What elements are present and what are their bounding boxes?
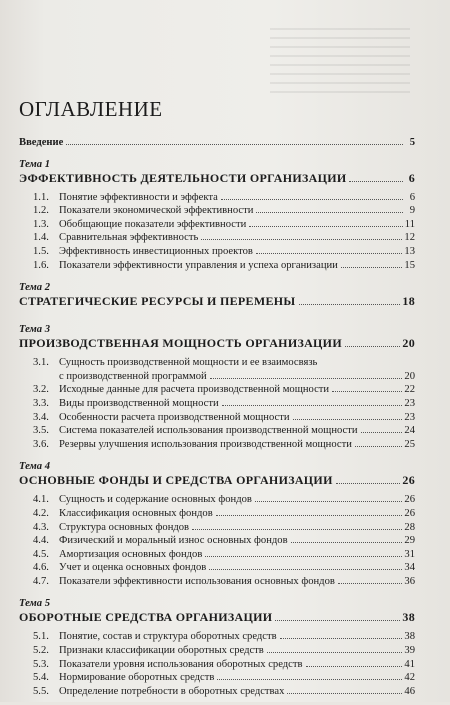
toc-entry[interactable] [19, 356, 415, 370]
toc-entry-page: 34 [404, 562, 415, 574]
toc-entry-page: 38 [402, 610, 415, 625]
toc-entry-number: 4.3. [33, 521, 49, 533]
toc-entry-text: Показатели эффективности использования основных фондов [59, 575, 335, 587]
toc-entry-number: 1.3. [33, 218, 49, 230]
leader-dots [293, 419, 403, 420]
toc-entry-label [33, 685, 284, 699]
toc-entry-label [33, 397, 219, 411]
toc-entry-text: Структура основных фондов [59, 521, 190, 533]
toc-entry-chapter[interactable] [19, 294, 415, 309]
toc-entry-page: 6 [409, 191, 415, 203]
leader-dots [341, 267, 403, 268]
toc-entry-text: Учет и оценка основных фондов [59, 562, 207, 574]
toc-entry-text: Показатели эффективности управления и успеха организации [59, 259, 338, 271]
toc-entry-number: 1.5. [33, 245, 49, 257]
toc-entry[interactable] [19, 411, 415, 425]
toc-entry-chapter[interactable] [19, 171, 415, 186]
toc-entry-page: 38 [404, 631, 415, 643]
leader-dots [256, 253, 403, 254]
leader-dots [361, 432, 403, 433]
toc-entry-number: 1.4. [33, 232, 49, 244]
toc-entry-page: 41 [404, 658, 415, 670]
toc-entry-label [33, 658, 303, 672]
toc-entry-label [33, 191, 218, 205]
toc-entry-text: Сравнительная эффективность [59, 232, 199, 244]
toc-entry-text: Особенности расчета производственной мощности [59, 411, 290, 423]
leader-dots [332, 391, 402, 392]
toc-entry-page: 23 [404, 411, 415, 423]
toc-entry[interactable] [19, 383, 415, 397]
leader-dots [345, 346, 400, 347]
toc-entry[interactable] [19, 507, 415, 521]
toc-entry-text: Физический и моральный износ основных фондов [59, 535, 288, 547]
toc-entry[interactable] [19, 218, 415, 232]
toc-entry-page: 22 [404, 384, 415, 396]
toc-entry-page: 9 [409, 205, 415, 217]
toc-entry-label [33, 671, 214, 685]
toc-entry-page: 26 [404, 507, 415, 519]
leader-dots [249, 226, 403, 227]
toc-entry-number: 3.2. [33, 384, 49, 396]
toc-entry-page: 29 [404, 535, 415, 547]
toc-entry-page: 20 [402, 336, 415, 351]
toc-entry-continuation[interactable] [19, 370, 415, 384]
chapter-title: ОБОРОТНЫЕ СРЕДСТВА ОРГАНИЗАЦИИ [19, 610, 273, 625]
toc-entry-page: 6 [408, 170, 415, 185]
toc-entry-number: 5.2. [33, 645, 49, 657]
toc-entry[interactable] [19, 204, 415, 218]
section-header: Тема 1 [19, 158, 51, 170]
leader-dots [221, 199, 403, 200]
toc-entry-page: 24 [404, 425, 415, 437]
toc-entry-page: 15 [404, 259, 415, 271]
toc-entry-label [33, 259, 338, 273]
toc-entry-label [33, 218, 246, 232]
section-spacer [19, 588, 415, 595]
toc-entry-text: Признаки классификации оборотных средств [59, 645, 264, 657]
leader-dots [287, 693, 402, 694]
toc-entry-number: 3.3. [33, 397, 49, 409]
leader-dots [336, 483, 401, 484]
toc-entry-page: 5 [409, 137, 415, 148]
toc-entry[interactable] [19, 438, 415, 452]
section-header: Тема 4 [19, 461, 51, 473]
toc-entry[interactable] [19, 397, 415, 411]
toc-entry-page: 25 [404, 438, 415, 450]
toc-entry-chapter[interactable] [19, 610, 415, 625]
toc-entry-number: 1.6. [33, 259, 49, 271]
toc-entry-page: 46 [404, 685, 415, 697]
toc-entry-label [33, 630, 277, 644]
toc-entry-text: Амортизация основных фондов [59, 548, 203, 560]
toc-entry-text: Система показателей использования производственной мощности [59, 425, 358, 437]
toc-entry-text: Эффективность инвестиционных проектов [59, 245, 253, 257]
toc-entry-text: Классификация основных фондов [59, 507, 213, 519]
toc-entry-label [33, 561, 206, 575]
toc-entry-label [33, 575, 335, 589]
toc-entry-page: 28 [404, 521, 415, 533]
toc-entry-label [33, 204, 253, 218]
toc-entry[interactable] [19, 521, 415, 535]
toc-entry-label [33, 534, 288, 548]
toc-entry[interactable] [19, 658, 415, 672]
toc-entry[interactable] [19, 575, 415, 589]
toc-entry-page: 23 [404, 397, 415, 409]
leader-dots [299, 304, 401, 305]
toc-entry-text: Сущность производственной мощности и ее взаимосвязь [59, 357, 318, 369]
toc-entry-number: 4.1. [33, 494, 49, 506]
leader-dots [222, 405, 403, 406]
toc-entry-text: Показатели экономической эффективности [59, 205, 254, 217]
toc-sections [19, 159, 415, 705]
toc-entry[interactable] [19, 191, 415, 205]
section-header: Тема 2 [19, 282, 51, 294]
chapter-title: ПРОИЗВОДСТВЕННАЯ МОЩНОСТЬ ОРГАНИЗАЦИИ [19, 336, 342, 351]
toc-entry-text: Определение потребности в оборотных средствах [59, 685, 285, 697]
toc-entry[interactable] [19, 630, 415, 644]
toc-entry-page: 31 [404, 548, 415, 560]
leader-dots [217, 679, 402, 680]
toc-entry-number: 3.4. [33, 411, 49, 423]
leader-dots [201, 239, 402, 240]
leader-dots [280, 638, 403, 639]
toc-entry-page: 26 [402, 473, 415, 488]
toc-entry-intro[interactable] [19, 136, 415, 150]
toc-entry[interactable] [19, 245, 415, 259]
leader-dots [192, 529, 402, 530]
leader-dots [349, 181, 403, 182]
toc-entry-text: с производственной программой [59, 370, 207, 382]
toc-entry-page: 20 [404, 370, 415, 382]
toc-entry[interactable] [19, 548, 415, 562]
leader-dots [338, 583, 403, 584]
toc-entry[interactable] [19, 493, 415, 507]
section-spacer [19, 451, 415, 458]
leader-dots [267, 652, 403, 653]
toc-entry[interactable] [19, 644, 415, 658]
toc-entry-number: 4.4. [33, 535, 49, 547]
chapter-title: ОСНОВНЫЕ ФОНДЫ И СРЕДСТВА ОРГАНИЗАЦИИ [19, 473, 333, 488]
leader-dots [209, 569, 402, 570]
toc-entry-label [33, 424, 358, 438]
toc-entry-text: Нормирование оборотных средств [59, 672, 215, 684]
chapter-title: ЭФФЕКТИВНОСТЬ ДЕЯТЕЛЬНОСТИ ОРГАНИЗАЦИИ [19, 170, 347, 185]
toc-entry[interactable] [19, 534, 415, 548]
toc-entry[interactable] [19, 685, 415, 699]
toc-entry-label [33, 521, 189, 535]
leader-dots [216, 515, 403, 516]
chapter-title: СТРАТЕГИЧЕСКИЕ РЕСУРСЫ И ПЕРЕМЕНЫ [19, 294, 296, 309]
toc-entry-label [33, 356, 317, 370]
toc-entry-label [33, 411, 290, 425]
toc-entry-number: 5.4. [33, 672, 49, 684]
leader-dots [66, 144, 403, 145]
toc-entry-number: 4.2. [33, 507, 49, 519]
leader-dots [355, 446, 403, 447]
section-spacer [19, 314, 415, 321]
toc-entry-number: 1.2. [33, 205, 49, 217]
toc-entry-page: 26 [404, 494, 415, 506]
leader-dots [255, 501, 403, 502]
toc-entry-page: 13 [404, 245, 415, 257]
toc-entry[interactable] [19, 424, 415, 438]
leader-dots [205, 556, 402, 557]
toc-entry-number: 3.1. [33, 357, 49, 369]
table-of-contents [19, 95, 415, 705]
toc-entry-number: 3.6. [33, 438, 49, 450]
toc-entry-label [33, 383, 329, 397]
toc-entry-number: 1.1. [33, 191, 49, 203]
toc-entry-page: 12 [404, 232, 415, 244]
page-title: ОГЛАВЛЕНИЕ [19, 97, 163, 121]
leader-dots [210, 378, 403, 379]
toc-entry-page: 39 [404, 645, 415, 657]
toc-entry-number: 5.5. [33, 685, 49, 697]
toc-entry-page: 18 [402, 294, 415, 309]
toc-entry-text: Показатели уровня использования оборотных средств [59, 658, 303, 670]
toc-entry-number: 4.7. [33, 575, 49, 587]
toc-entry-page: 36 [404, 575, 415, 587]
toc-entry-text: Обобщающие показатели эффективности [59, 218, 247, 230]
toc-entry-text: Исходные данные для расчета производственной мощности [59, 384, 330, 396]
toc-entry[interactable] [19, 259, 415, 273]
toc-entry[interactable] [19, 561, 415, 575]
section-header: Тема 3 [19, 324, 51, 336]
toc-entry-number: 5.3. [33, 658, 49, 670]
toc-entry-text: Понятие эффективности и эффекта [59, 191, 218, 203]
toc-entry-text: Понятие, состав и структура оборотных средств [59, 631, 277, 643]
toc-entry-chapter[interactable] [19, 336, 415, 351]
toc-entry-label [33, 438, 352, 452]
toc-entry-text: Виды производственной мощности [59, 397, 219, 409]
toc-entry-label: Введение [19, 137, 64, 148]
toc-entry-text: Резервы улучшения использования производственной мощности [59, 438, 352, 450]
toc-entry-number: 4.5. [33, 548, 49, 560]
toc-entry-number: 5.1. [33, 631, 49, 643]
bleed-through-text [270, 28, 410, 98]
toc-entry-page: 42 [404, 672, 415, 684]
toc-entry-chapter[interactable] [19, 473, 415, 488]
toc-entry-number: 3.5. [33, 425, 49, 437]
section-spacer [19, 272, 415, 279]
toc-entry-label [33, 548, 202, 562]
toc-entry-label [33, 493, 252, 507]
leader-dots [275, 620, 400, 621]
toc-entry-number: 4.6. [33, 562, 49, 574]
toc-entry-page: 11 [404, 218, 415, 230]
toc-entry-label [33, 231, 198, 245]
section-header: Тема 5 [19, 598, 51, 610]
toc-entry-label [33, 644, 264, 658]
toc-entry-text: Сущность и содержание основных фондов [59, 494, 252, 506]
leader-dots [306, 666, 403, 667]
toc-entry[interactable] [19, 231, 415, 245]
leader-dots [291, 542, 403, 543]
toc-entry[interactable] [19, 671, 415, 685]
leader-dots [256, 212, 403, 213]
toc-entry-label [33, 245, 253, 259]
toc-entry-label [33, 507, 213, 521]
